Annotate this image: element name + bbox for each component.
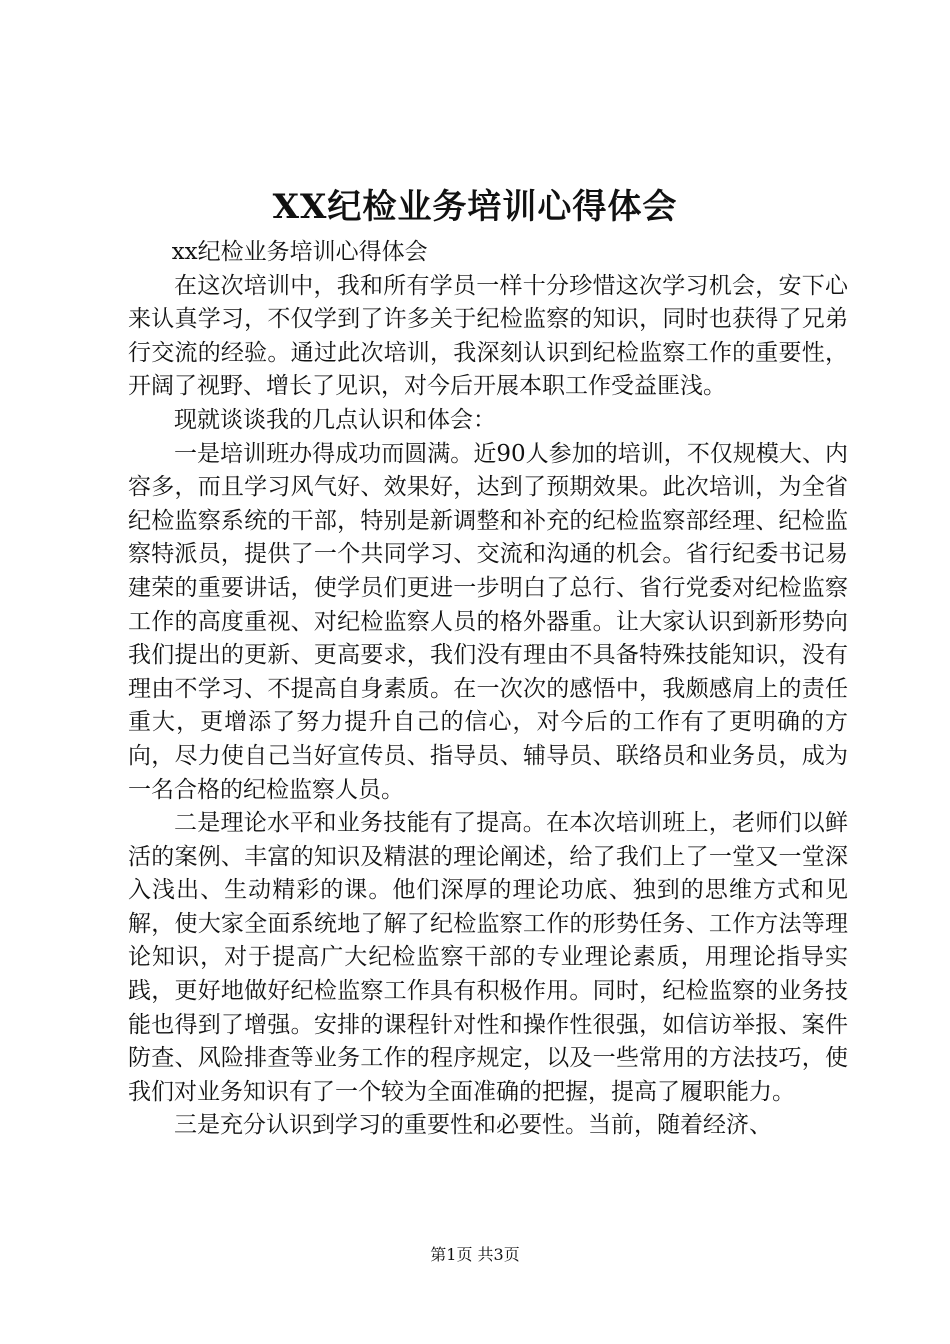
document-title: XX纪检业务培训心得体会 <box>272 187 678 227</box>
body-paragraph-lead: 现就谈谈我的几点认识和体会： <box>174 406 496 433</box>
page-footer: 第1页 共3页 <box>430 1245 520 1264</box>
body-paragraph-point-two: 二是理论水平和业务技能有了提高。在本次培训班上，老师们以鲜活的案例、丰富的知识及精湛的理论阐述，给了我们上了一堂又一堂深入浅出、生动精彩的课。他们深厚的理论功底、独到的思维方式和见解，使大家全面系统地了解了纪检监察工作的形势任务、工作方法等理论知识，对于提高广大纪检监察干部的专业理论素质，用理论指导实践，更好地做好纪检监察工作具有积极作用。同时，纪检监察的业务技能也得到了增强。安排的课程针对性和操作性很强，如信访举报、案件防查、风险排查等业务工作的程序规定，以及一些常用的方法技巧，使我们对业务知识有了一个较为全面准确的把握，提高了履职能力。 <box>128 810 848 1105</box>
subtitle-paragraph: xx纪检业务培训心得体会 <box>171 239 428 265</box>
document-body <box>128 236 848 1143</box>
body-paragraph-intro: 在这次培训中，我和所有学员一样十分珍惜这次学习机会，安下心来认真学习，不仅学到了许多关于纪检监察的知识，同时也获得了兄弟行交流的经验。通过此次培训，我深刻认识到纪检监察工作的重要性，开阔了视野、增长了见识，对今后开展本职工作受益匪浅。 <box>128 272 848 400</box>
body-paragraph-point-three: 三是充分认识到学习的重要性和必要性。当前，随着经济、 <box>174 1112 772 1139</box>
body-paragraph-point-one: 一是培训班办得成功而圆满。近90人参加的培训，不仅规模大、内容多，而且学习风气好、效果好，达到了预期效果。此次培训，为全省纪检监察系统的干部，特别是新调整和补充的纪检监察部经理、纪检监察特派员，提供了一个共同学习、交流和沟通的机会。省行纪委书记易建荣的重要讲话，使学员们更进一步明白了总行、省行党委对纪检监察工作的高度重视、对纪检监察人员的格外器重。让大家认识到新形势向我们提出的更新、更高要求，我们没有理由不具备特殊技能知识，没有理由不学习、不提高自身素质。在一次次的感悟中，我颇感肩上的责任重大，更增添了努力提升自己的信心，对今后的工作有了更明确的方向，尽力使自己当好宣传员、指导员、辅导员、联络员和业务员，成为一名合格的纪检监察人员。 <box>128 440 848 803</box>
